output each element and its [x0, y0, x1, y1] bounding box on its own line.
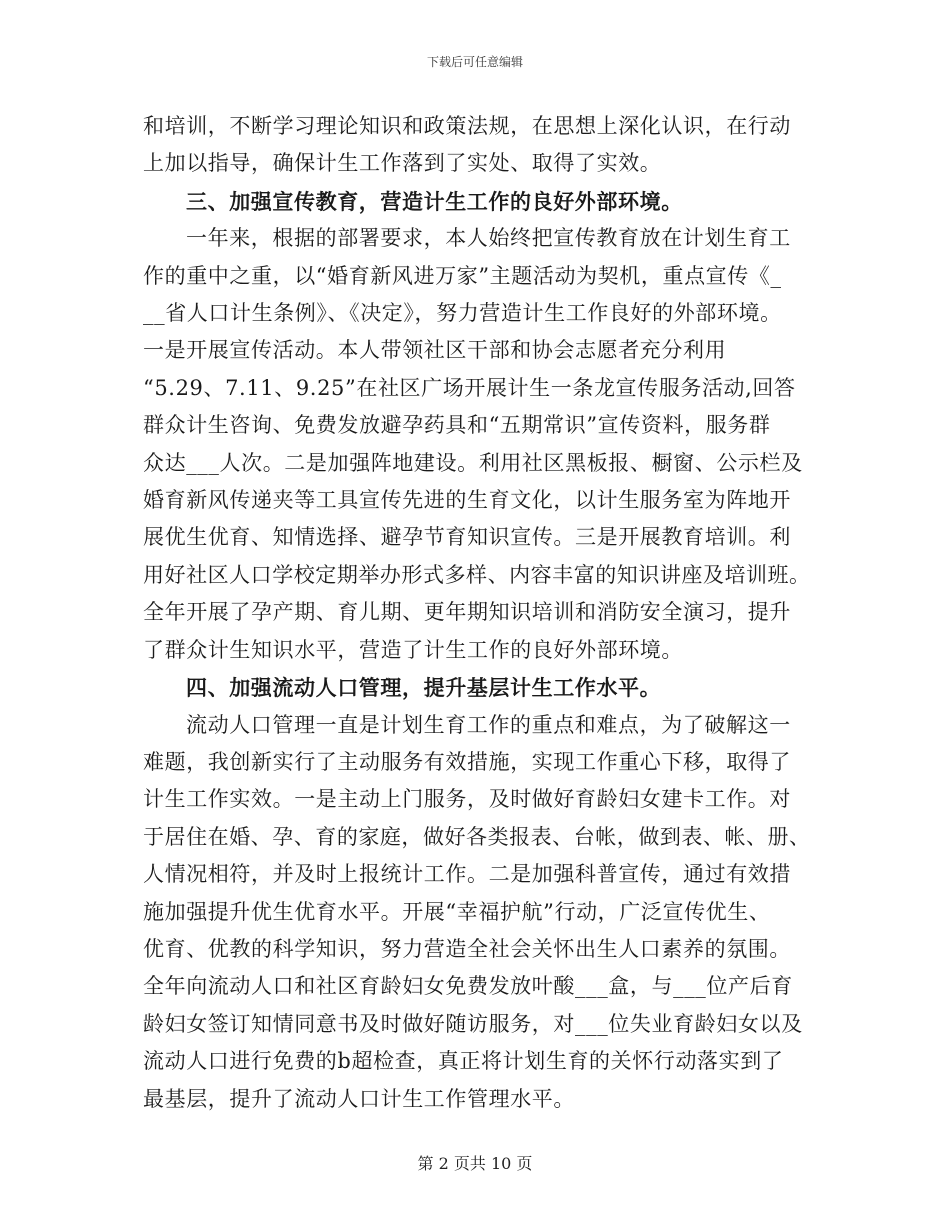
body-text-line: 了群众计生知识水平，营造了计生工作的良好外部环境。 [143, 637, 683, 662]
body-text-line: 作的重中之重，以“婚育新风进万家”主题活动为契机，重点宣传《_ [143, 263, 782, 288]
section-heading: 三、加强宣传教育，营造计生工作的良好外部环境。 [186, 188, 683, 214]
body-text-line: __省人口计生条例》、《决定》，努力营造计生工作良好的外部环境。 [143, 301, 782, 326]
body-text-line: 用好社区人口学校定期举办形式多样、内容丰富的知识讲座及培训班。 [143, 562, 811, 587]
body-text-line: 一年来，根据的部署要求，本人始终把宣传教育放在计划生育工 [186, 226, 791, 251]
body-text-line: 计生工作实效。一是主动上门服务，及时做好育龄妇女建卡工作。对 [143, 787, 791, 812]
body-text-line: 全年开展了孕产期、育儿期、更年期知识培训和消防安全演习，提升 [143, 600, 791, 625]
body-text-line: 优育、优教的科学知识，努力营造全社会关怀出生人口素养的氛围。 [143, 936, 791, 961]
body-text-line: 群众计生咨询、免费发放避孕药具和“五期常识”宣传资料，服务群 [143, 413, 771, 438]
body-text-line: 婚育新风传递夹等工具宣传先进的生育文化，以计生服务室为阵地开 [143, 488, 791, 513]
section-heading: 四、加强流动人口管理，提升基层计生工作水平。 [186, 675, 662, 701]
body-text-line: 展优生优育、知情选择、避孕节育知识宣传。三是开展教育培训。利 [143, 525, 791, 550]
body-text-line: 众达___人次。二是加强阵地建设。利用社区黑板报、橱窗、公示栏及 [143, 450, 803, 475]
body-text-line: 流动人口管理一直是计划生育工作的重点和难点，为了破解这一 [186, 712, 791, 737]
body-text-line: 和培训，不断学习理论知识和政策法规，在思想上深化认识，在行动 [143, 114, 791, 138]
body-text-line: 流动人口进行免费的b超检查，真正将计划生育的关怀行动落实到了 [143, 1049, 784, 1074]
body-text-line: 最基层，提升了流动人口计生工作管理水平。 [143, 1086, 575, 1111]
body-text-line: “5.29、7.11、9.25”在社区广场开展计生一条龙宣传服务活动,回答 [143, 375, 796, 400]
body-text-line: 龄妇女签订知情同意书及时做好随访服务，对___位失业育龄妇女以及 [143, 1011, 803, 1036]
body-text-line: 上加以指导，确保计生工作落到了实处、取得了实效。 [143, 151, 662, 176]
body-text-line: 一是开展宣传活动。本人带领社区干部和协会志愿者充分利用 [143, 338, 727, 363]
body-text-line: 于居住在婚、孕、育的家庭，做好各类报表、台帐，做到表、帐、册、 [143, 824, 811, 849]
document-body [143, 108, 811, 1118]
body-text-line: 难题，我创新实行了主动服务有效措施，实现工作重心下移，取得了 [143, 749, 791, 774]
body-text-line: 全年向流动人口和社区育龄妇女免费发放叶酸___盒，与___位产后育 [143, 974, 793, 999]
body-text-line: 人情况相符，并及时上报统计工作。二是加强科普宣传，通过有效措 [143, 862, 791, 887]
page-header-note: 下载后可任意编辑 [426, 55, 523, 69]
page-number: 第 2 页共 10 页 [417, 1154, 533, 1173]
body-text-line: 施加强提升优生优育水平。开展“幸福护航”行动，广泛宣传优生、 [143, 899, 771, 924]
